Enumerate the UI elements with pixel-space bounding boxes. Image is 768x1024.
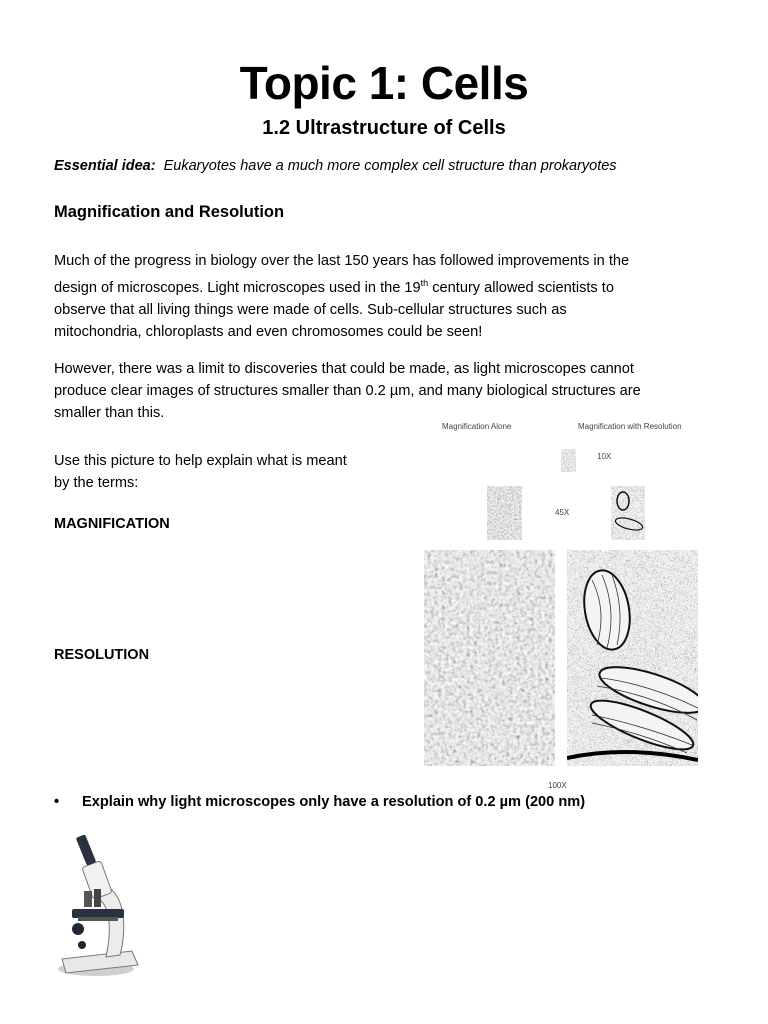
paragraph-line: produce clear images of structures smaller than 0.2 µm, and many biological structures are (54, 383, 641, 399)
paragraph-line: by the terms: (54, 475, 139, 491)
section-heading: Magnification and Resolution (54, 203, 285, 221)
micrograph-100x-magnified (424, 550, 555, 766)
page-subtitle: 1.2 Ultrastructure of Cells (262, 117, 506, 139)
paragraph-line: mitochondria, chloroplasts and even chromosomes could be seen! (54, 323, 483, 340)
micrograph-45x-resolved (611, 486, 645, 540)
paragraph-limit (54, 358, 714, 424)
essential-idea: Essential idea: Eukaryotes have a much more complex cell structure than prokaryotes (54, 158, 617, 174)
paragraph-progress (54, 250, 714, 343)
paragraph-line: Much of the progress in biology over the last 150 years has followed improvements in the (54, 253, 630, 269)
paragraph-line (54, 272, 714, 299)
micrograph-10x (561, 449, 576, 472)
paragraph-line: Use this picture to help explain what is meant (54, 453, 347, 469)
microscope-icon (54, 825, 144, 977)
paragraph-use-picture (54, 450, 384, 494)
essential-idea-text: Eukaryotes have a much more complex cell structure than prokaryotes (163, 158, 617, 174)
micrograph-45x-magnified (487, 486, 522, 540)
zoom-label-10x: 10X (597, 452, 612, 461)
text-span: design of microscopes. Light microscopes used in the 19 (54, 279, 421, 296)
zoom-label-100x: 100X (548, 781, 567, 790)
page-title: Topic 1: Cells (239, 57, 529, 109)
label-magnification: MAGNIFICATION (54, 516, 170, 532)
bullet-text: Explain why light microscopes only have a resolution of 0.2 µm (200 nm) (82, 794, 586, 810)
figure-col1-caption: Magnification Alone (442, 422, 512, 431)
paragraph-line: observe that all living things were made of cells. Sub-cellular structures such as (54, 301, 567, 318)
label-resolution: RESOLUTION (54, 647, 150, 663)
zoom-label-45x: 45X (555, 508, 570, 517)
paragraph-line: smaller than this. (54, 405, 165, 421)
superscript: th (420, 278, 429, 288)
micrograph-100x-resolved (567, 550, 698, 766)
bullet-question (54, 794, 585, 810)
text-span: century allowed scientists to (428, 279, 614, 296)
essential-idea-label: Essential idea (54, 158, 151, 174)
bullet-symbol: • (54, 794, 60, 810)
figure-col2-caption: Magnification with Resolution (578, 422, 682, 431)
paragraph-line: However, there was a limit to discoveries that could be made, as light microscopes cannot (54, 361, 634, 377)
